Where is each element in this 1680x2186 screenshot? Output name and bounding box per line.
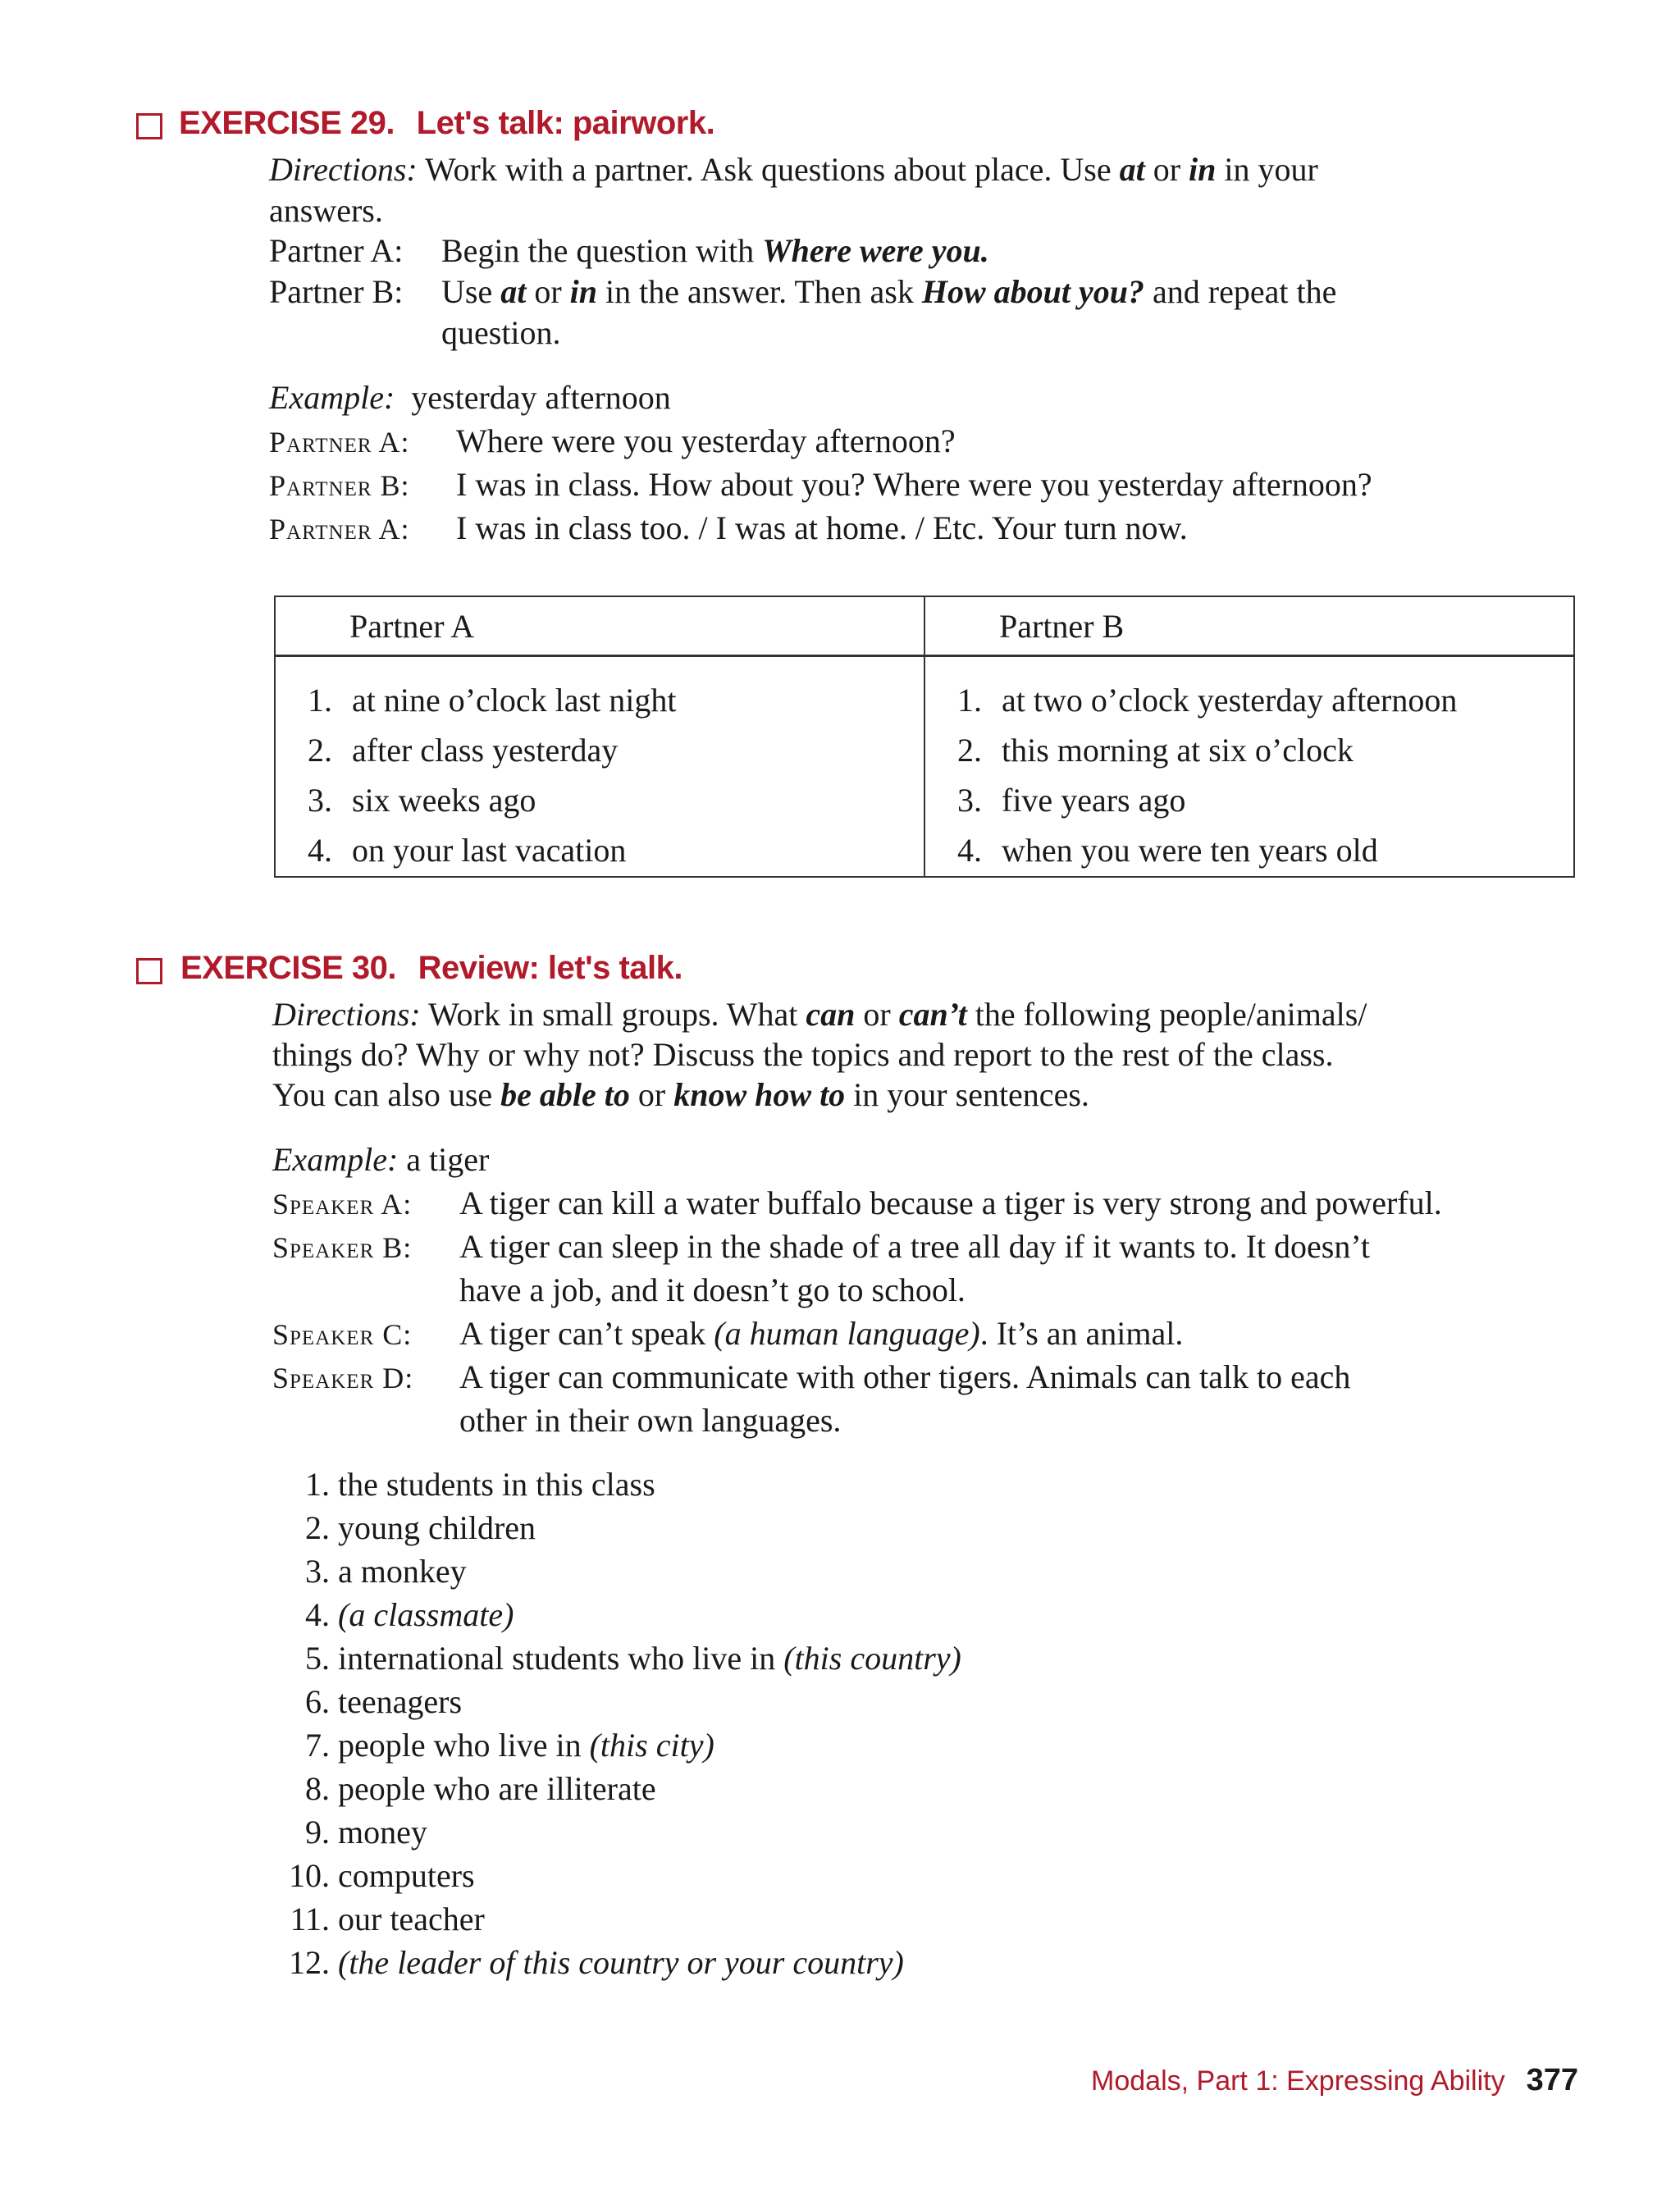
item-number: 3. (305, 1553, 330, 1590)
item-text-italic: (this country) (783, 1640, 961, 1677)
item-text: international students who live in (338, 1640, 784, 1677)
directions-text-end: in your sentences. (845, 1076, 1089, 1113)
list-item (271, 1595, 514, 1634)
partner-a-instruction (269, 230, 989, 272)
exercise-29-directions (269, 149, 1318, 190)
item-text: computers (338, 1857, 475, 1894)
keyword-at: at (500, 273, 527, 310)
exercise-29-example (269, 377, 671, 418)
dialog-speaker: Partner B: (269, 469, 410, 502)
speaker-text-end: . It’s an animal. (979, 1315, 1184, 1352)
item-text-italic: (a classmate) (338, 1596, 514, 1633)
partner-a-label: Partner A: (269, 232, 404, 269)
item-text: this morning at six o’clock (1002, 732, 1354, 769)
speaker-text: A tiger can sleep in the shade of a tree all day if it wants to. It doesn’t (459, 1228, 1371, 1265)
list-item (271, 1639, 961, 1677)
example-label: Example: (269, 379, 395, 416)
directions-label: Directions: (269, 151, 418, 188)
partner-a-text: Begin the question with (441, 232, 763, 269)
exercise-30-title: Review: let's talk. (418, 950, 683, 986)
directions-or: or (1144, 151, 1189, 188)
item-text: six weeks ago (352, 782, 536, 819)
exercise-30-example (272, 1139, 489, 1180)
item-text: after class yesterday (352, 732, 619, 769)
partner-b-text3: and repeat the (1144, 273, 1337, 310)
speaker-line-continued: other in their own languages. (459, 1402, 842, 1439)
speaker-text: A tiger can’t speak (459, 1315, 714, 1352)
exercise-30-directions-line2: things do? Why or why not? Discuss the topics and report to the rest of the class. (272, 1036, 1334, 1073)
page-number: 377 (1526, 2063, 1578, 2097)
exercise-29-title: Let's talk: pairwork. (416, 105, 715, 141)
dialog-line (269, 421, 956, 463)
exercise-29-checkbox[interactable] (136, 113, 162, 139)
directions-text-end: the following people/animals/ (966, 996, 1367, 1033)
item-number: 1. (305, 1466, 330, 1503)
dialog-speaker: Partner A: (269, 426, 410, 459)
item-text: our teacher (338, 1901, 485, 1937)
exercise-30-directions (272, 994, 1367, 1035)
speaker-label: Speaker B: (272, 1231, 413, 1264)
keyword-be-able-to: be able to (500, 1076, 630, 1113)
item-number: 1. (308, 682, 332, 719)
speaker-line (272, 1226, 1370, 1268)
speaker-text: A tiger can communicate with other tigers. Animals can talk to each (459, 1358, 1351, 1395)
item-number: 2. (957, 732, 982, 769)
item-number: 4. (305, 1596, 330, 1633)
dialog-line (269, 464, 1372, 506)
list-item (271, 1552, 467, 1590)
exercise-30-heading (180, 950, 682, 987)
example-text: a tiger (406, 1141, 490, 1178)
item-text: five years ago (1002, 782, 1186, 819)
list-item (271, 1465, 655, 1504)
table-row (276, 675, 923, 725)
list-item (271, 1769, 656, 1808)
item-text: a monkey (338, 1553, 467, 1590)
partner-table (274, 596, 1575, 878)
table-row (926, 775, 1573, 825)
list-item (271, 1856, 475, 1895)
speaker-text-italic: (a human language) (714, 1315, 980, 1352)
keyword-in: in (1189, 151, 1217, 188)
item-text: at nine o’clock last night (352, 682, 677, 719)
exercise-29-directions-line2: answers. (269, 192, 383, 229)
speaker-label: Speaker C: (272, 1318, 413, 1351)
exercise-30-number: EXERCISE 30. (180, 950, 397, 986)
speaker-label: Speaker A: (272, 1188, 413, 1221)
keyword-can: can (806, 996, 856, 1033)
exercise-29-number: EXERCISE 29. (179, 105, 395, 141)
partner-b-instruction-line2: question. (441, 314, 561, 351)
dialog-text: Where were you yesterday afternoon? (456, 422, 956, 459)
directions-text: Work in small groups. What (420, 996, 806, 1033)
table-row (926, 725, 1573, 775)
item-text: teenagers (338, 1683, 463, 1720)
item-number: 10. (289, 1857, 330, 1894)
chapter-title: Modals, Part 1: Expressing Ability (1091, 2065, 1505, 2097)
exercise-30-checkbox[interactable] (136, 958, 162, 984)
partner-b-column-header: Partner B (924, 596, 1574, 656)
example-text: yesterday afternoon (411, 379, 671, 416)
item-number: 4. (957, 832, 982, 869)
speaker-line-continued: have a job, and it doesn’t go to school. (459, 1271, 966, 1308)
item-number: 5. (305, 1640, 330, 1677)
list-item (271, 1813, 427, 1851)
table-row (926, 825, 1573, 875)
directions-or: or (855, 996, 899, 1033)
item-number: 12. (289, 1944, 330, 1981)
table-row (276, 725, 923, 775)
item-number: 1. (957, 682, 982, 719)
partner-b-items (924, 656, 1574, 878)
partner-b-label: Partner B: (269, 273, 404, 310)
partner-b-keyword: How about you? (921, 273, 1145, 310)
item-text: money (338, 1814, 427, 1851)
speaker-line (272, 1313, 1183, 1355)
speaker-line (272, 1183, 1442, 1225)
list-item (271, 1900, 485, 1938)
partner-a-keyword: Where were you. (762, 232, 989, 269)
exercise-29-heading (179, 105, 714, 142)
directions-text: You can also use (272, 1076, 501, 1113)
keyword-cant: can’t (898, 996, 967, 1033)
example-label: Example: (272, 1141, 399, 1178)
item-number: 6. (305, 1683, 330, 1720)
directions-label: Directions: (272, 996, 421, 1033)
speaker-label: Speaker D: (272, 1362, 414, 1394)
dialog-line (269, 508, 1188, 550)
item-number: 3. (957, 782, 982, 819)
item-text: people who live in (338, 1727, 590, 1764)
item-number: 2. (308, 732, 332, 769)
keyword-in: in (569, 273, 598, 310)
item-number: 2. (305, 1509, 330, 1546)
partner-b-instruction (269, 272, 1336, 313)
item-number: 8. (305, 1770, 330, 1807)
item-number: 9. (305, 1814, 330, 1851)
page-footer (1091, 2063, 1578, 2098)
exercise-30-directions-line3 (272, 1075, 1089, 1116)
partner-b-text2: in the answer. Then ask (597, 273, 922, 310)
item-text-italic: (the leader of this country or your country) (338, 1944, 904, 1981)
speaker-text: A tiger can kill a water buffalo because a tiger is very strong and powerful. (459, 1184, 1442, 1221)
keyword-at: at (1119, 151, 1145, 188)
item-text: people who are illiterate (338, 1770, 656, 1807)
item-number: 11. (290, 1901, 330, 1937)
list-item (271, 1508, 536, 1547)
partner-b-text: Use (441, 273, 501, 310)
partner-b-or: or (526, 273, 570, 310)
directions-text-end: in your (1216, 151, 1318, 188)
dialog-text: I was in class. How about you? Where were you yesterday afternoon? (456, 466, 1372, 503)
keyword-know-how-to: know how to (673, 1076, 846, 1113)
item-number: 4. (308, 832, 332, 869)
table-row (926, 675, 1573, 725)
item-text: the students in this class (338, 1466, 655, 1503)
list-item (271, 1943, 904, 1982)
item-number: 7. (305, 1727, 330, 1764)
item-text: at two o’clock yesterday afternoon (1002, 682, 1458, 719)
item-text: when you were ten years old (1002, 832, 1378, 869)
dialog-speaker: Partner A: (269, 513, 410, 545)
item-text: on your last vacation (352, 832, 627, 869)
directions-or: or (629, 1076, 674, 1113)
partner-a-items (275, 656, 924, 878)
item-number: 3. (308, 782, 332, 819)
directions-text: Work with a partner. Ask questions about place. Use (417, 151, 1120, 188)
table-row (276, 775, 923, 825)
speaker-line (272, 1357, 1350, 1399)
list-item (271, 1682, 462, 1721)
item-text: young children (338, 1509, 536, 1546)
list-item (271, 1726, 714, 1764)
table-row (276, 825, 923, 875)
partner-a-column-header: Partner A (275, 596, 924, 656)
dialog-text: I was in class too. / I was at home. / Etc. Your turn now. (456, 509, 1188, 546)
item-text-italic: (this city) (589, 1727, 714, 1764)
